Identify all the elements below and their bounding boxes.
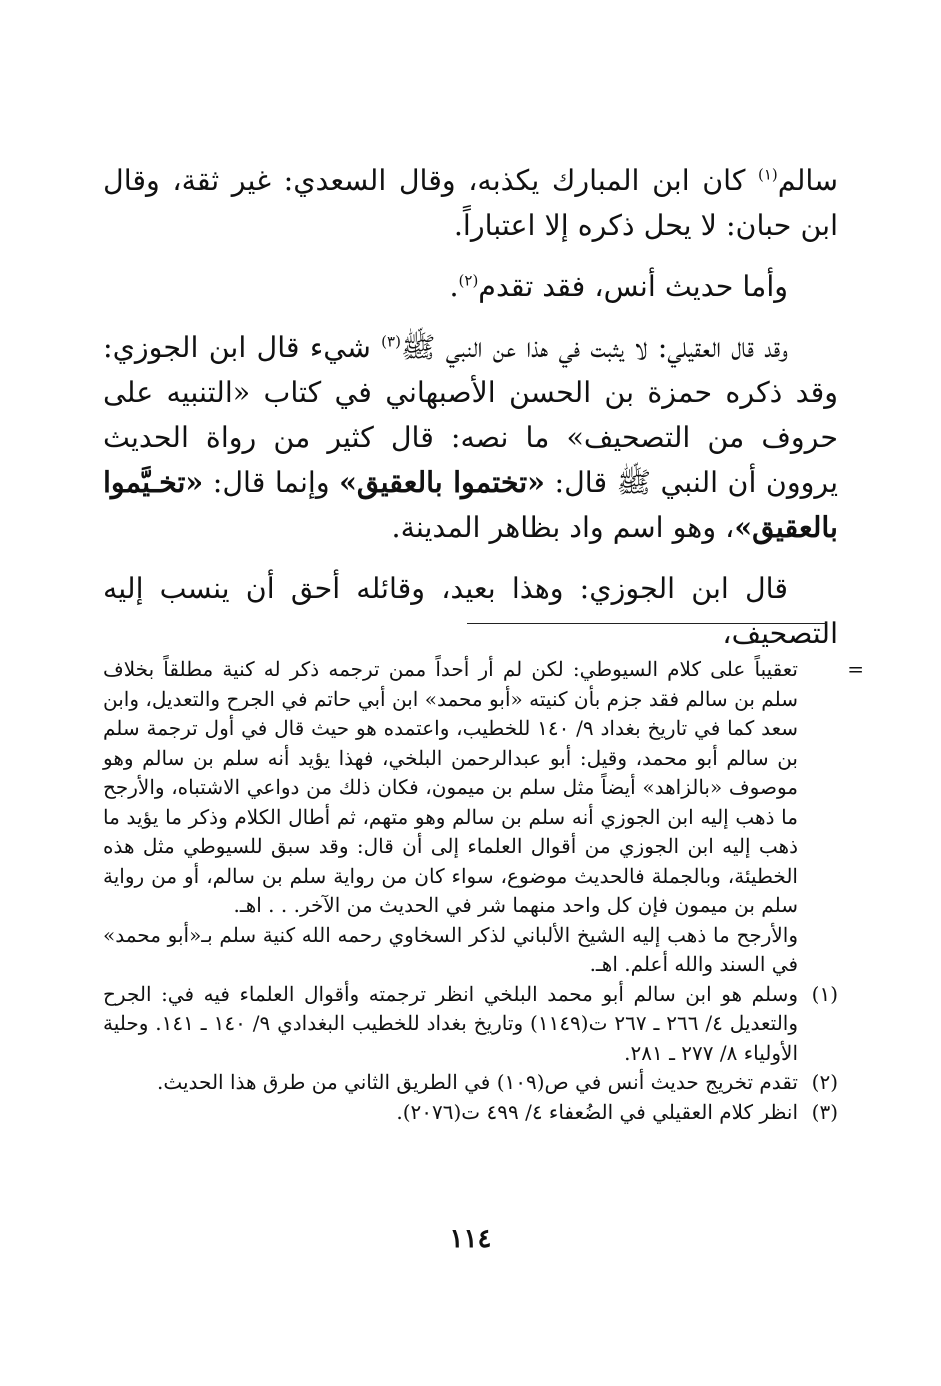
footnote-1-number: (١) <box>811 981 838 1006</box>
hadith-quote-1: «تختموا بالعقيق» <box>339 465 545 499</box>
paragraph-2-start: وأما حديث أنس، فقد تقدم <box>478 270 788 303</box>
paragraph-1-start: سالم <box>777 164 838 197</box>
footnote-continuation-text-1: تعقيباً على كلام السيوطي: لكن لم أر أحداً ممن ترجمه ذكر له كنية مطلقاً بخلاف سلم بن سالم فقد جزم بأن كنيته «أبو محمد» ابن أبي حاتم في الجرح والتعديل، وابن سعد كما في تاريخ بغداد ٩/ ١٤٠ للخطيب، واعتمده هو حيث قال في أول ترجمة سلم بن سالم أبو محمد، وقيل: أبو عبدالرحمن البلخي، فهذا يؤيد أنه سلم بن سالم وهو موصوف «بالزاهد» أيضاً مثل سلم بن ميمون، فكان ذلك من دواعي الاشتباه، والأرجح ما ذهب إليه ابن الجوزي أنه سلم بن سالم وهو متهم، ثم أطال الكلام وذكر ما يؤيد ما ذهب إليه ابن الجوزي من أقوال العلماء إلى أن قال: وقد سبق للسيوطي مثل هذه الخطيئة، وبالجملة فالحديث موضوع، سواء كان من رواية سلم بن سالم، أو من رواية سلم بن ميمون فإن كل واحد منهما شر في الحديث من الآخر. . . اهـ. <box>103 657 798 917</box>
page-number: ١١٤ <box>449 1224 492 1254</box>
footnote-continuation <box>103 655 864 980</box>
paragraph-3-text: شيء قال ابن الجوزي: وقد ذكره حمزة بن الحسن الأصبهاني في كتاب «التنبيه على حروف من التصحيف» ما نصه: قال كثير من رواة الحديث يروون أن النبي ﷺ قال: <box>103 331 838 499</box>
footnote-2-text: تقدم تخريج حديث أنس في ص(١٠٩) في الطريق الثاني من طرق هذا الحديث. <box>156 1070 798 1094</box>
paragraph-2 <box>103 264 838 309</box>
paragraph-3-end: ، وهو اسم واد بظاهر المدينة. <box>391 511 735 544</box>
footnote-1-text: وسلم هو ابن سالم أبو محمد البلخي انظر ترجمته وأقوال العلماء فيه في: الجرح والتعديل ٤/ ٢٦٦ ـ ٢٦٧ ت(١١٤٩) وتاريخ بغداد للخطيب البغدادي ٩/ ١٤٠ ـ ١٤١. وحلية الأولياء ٨/ ٢٧٧ ـ ٢٨١. <box>103 981 798 1065</box>
paragraph-3 <box>103 325 838 550</box>
paragraph-4: قال ابن الجوزي: وهذا بعيد، وقائله أحق أن ينسب إليه التصحيف، <box>103 572 838 650</box>
footnote-ref-2[interactable]: (٢) <box>458 271 479 290</box>
footnote-ref-3[interactable]: (٣) <box>381 332 401 351</box>
paragraph-3-text-2: وإنما قال: <box>203 466 340 499</box>
main-text <box>103 158 838 672</box>
footnote-3-number: (٣) <box>811 1099 838 1124</box>
footnotes <box>103 655 864 1127</box>
footnote-2-number: (٢) <box>811 1070 838 1094</box>
paragraph-1-rest: كان ابن المبارك يكذبه، وقال السعدي: غير ثقة، وقال ابن حبان: لا يحل ذكره إلا اعتباراً. <box>103 164 838 242</box>
paragraph-1 <box>103 158 838 248</box>
footnote-3 <box>103 1098 838 1128</box>
paragraph-3-start: وقد قال العقيلي: لا يثبت في هذا عن النبي ﷺ <box>400 331 788 364</box>
continuation-mark: = <box>847 657 864 681</box>
footnote-ref-1[interactable]: (١) <box>758 165 778 184</box>
footnote-separator <box>467 623 827 624</box>
paragraph-2-rest: . <box>449 270 459 303</box>
footnote-1 <box>103 980 838 1069</box>
footnote-2 <box>103 1068 838 1098</box>
hadith-quote-2: «تخـيَّموا بالعقيق» <box>103 465 838 544</box>
footnote-continuation-text-2: والأرجح ما ذهب إليه الشيخ الألباني لذكر السخاوي رحمه الله كنية سلم بـ«أبو محمد» في السند والله أعلم. اهـ. <box>103 922 798 976</box>
footnote-3-text: انظر كلام العقيلي في الضُعفاء ٤/ ٤٩٩ ت(٢٠٧٦). <box>396 1099 798 1124</box>
